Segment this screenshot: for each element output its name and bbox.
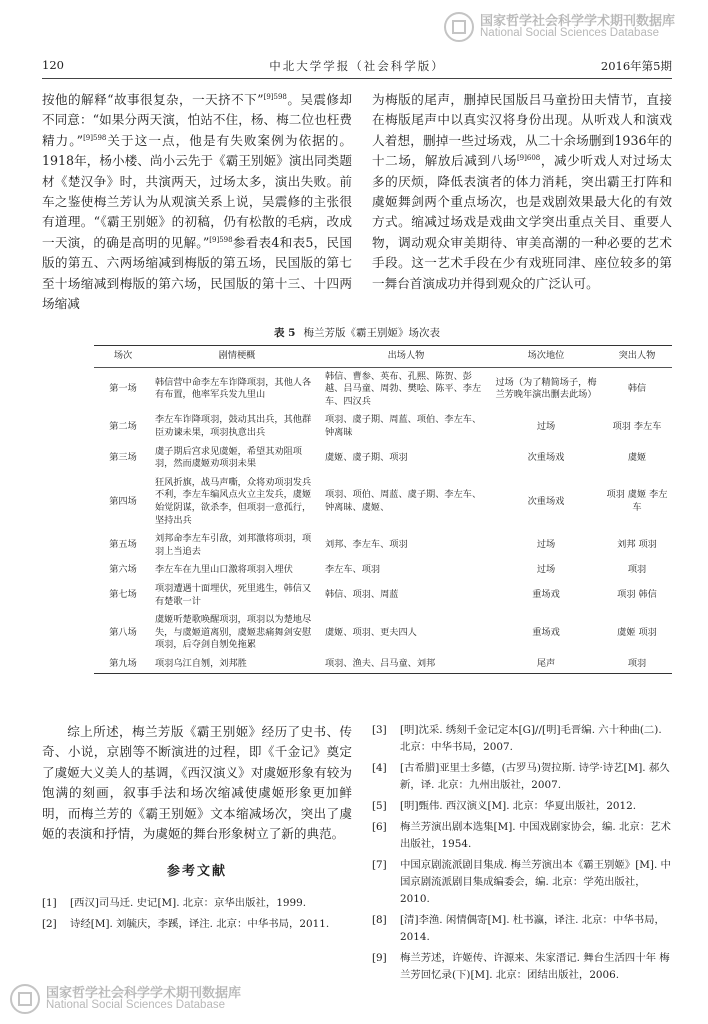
database-logo-icon xyxy=(10,984,40,1014)
table-row xyxy=(94,561,672,580)
table-cell: 虞姬 项羽 xyxy=(617,626,657,638)
table-row xyxy=(94,611,672,655)
table-row xyxy=(94,411,672,442)
table-cell: 第九场 xyxy=(94,655,152,674)
table-cell: 过场（为了精简场子，梅兰芳晚年演出删去此场） xyxy=(495,376,597,401)
table-row xyxy=(94,474,672,530)
table-label: 表 5 xyxy=(274,327,296,339)
reference-number: [1] xyxy=(42,897,57,909)
reference-text: [明]沈采. 绣刻千金记定本[G]//[明]毛晋编. 六十种曲(二). 北京：中华书局，2007. xyxy=(400,724,662,753)
reference-item xyxy=(372,819,672,853)
references-right xyxy=(372,722,672,988)
citation-marker: [9]598 xyxy=(83,133,107,142)
scene-table xyxy=(94,345,672,674)
reference-text: 诗经[M]. 刘毓庆，李蹊，译注. 北京：中华书局，2011. xyxy=(70,918,330,930)
table-cell: 项羽、项伯、周蓝、虞子期、李左车、钟离昧、虞姬、 xyxy=(325,489,482,513)
table-cell: 韩信、曹参、英布、孔熙、陈贺、彭越、吕马童、周勃、樊哙、陈平、李左车、四汉兵 xyxy=(325,370,482,407)
right-column xyxy=(372,90,672,294)
reference-text: 梅兰芳述，许姬传、许源来、朱家溍记. 舞台生活四十年 梅兰芳回忆录(下)[M]. 北京：团结出版社，2006. xyxy=(400,952,670,981)
reference-item xyxy=(372,950,672,984)
reference-item xyxy=(372,760,672,794)
reference-item xyxy=(372,798,672,815)
reference-text: [清]李渔. 闲情偶寄[M]. 杜书瀛，译注. 北京：中华书局，2014. xyxy=(400,914,665,943)
text-run: ，减少听戏人对过场太多的厌烦，降低表演者的体力消耗，突出霸王打阵和虞姬舞剑两个重点场次，也是戏剧效果最大化的有效方式。缩减过场戏是戏曲文学突出重点关目、重要人物，调动观众审美期待、审美高潮的一种必要的艺术手段。这一艺术手段在少有戏班同津、座位较多的第一舞台首演成功并得到观众的广泛认可。 xyxy=(372,153,673,291)
table-cell: 虞姬、项羽、更夫四人 xyxy=(325,626,417,638)
table-cell: 项羽、虞子期、周蓝、项伯、李左车、钟离昧 xyxy=(325,414,482,438)
table-row xyxy=(94,367,672,411)
table-cell: 第一场 xyxy=(109,383,137,395)
table-cell: 过场 xyxy=(536,420,556,432)
watermark-cn: 国家哲学社会科学学术期刊数据库 xyxy=(46,986,242,1001)
reference-number: [3] xyxy=(372,724,387,736)
table-cell: 虞姬听楚歌唤醒项羽，项羽以为楚地尽失，与虞姬道离别，虞姬悲痛舞剑安慰项羽，后夺剑自刎免拖累 xyxy=(155,614,312,651)
table-cell: 韩信 xyxy=(627,383,647,395)
table-cell: 李左车诈降项羽，鼓动其出兵，其他群臣劝谏未果，项羽执意出兵 xyxy=(155,414,312,438)
table-cell: 刘邦、李左车、项羽 xyxy=(325,539,408,551)
table-cell: 项羽 xyxy=(627,564,647,576)
table-cell: 次重场戏 xyxy=(527,495,565,507)
table-cell: 第四场 xyxy=(109,495,137,507)
references-left xyxy=(42,895,352,937)
table-cell: 虞姬 xyxy=(627,451,647,463)
watermark-en: National Social Sciences Database xyxy=(480,27,659,39)
reference-text: [古希腊]亚里士多德，(古罗马)贺拉斯. 诗学·诗艺[M]. 郝久新，译. 北京：九州出版社，2007. xyxy=(400,762,670,791)
table-row xyxy=(94,443,672,474)
table-cell: 狂风折旗，战马声嘶，众将劝项羽发兵不利，李左车编风点火立主发兵，虞姬始觉阴谋，欲杀李，但项羽一意孤行，坚持出兵 xyxy=(155,476,312,526)
table-cell: 韩信营中命李左车诈降项羽，其他人各有布置，他率军兵发九里山 xyxy=(155,376,312,401)
reference-number: [6] xyxy=(372,821,387,833)
table-title: 梅兰芳版《霸王别姬》场次表 xyxy=(303,327,440,339)
reference-number: [5] xyxy=(372,800,387,812)
table-cell: 项羽 xyxy=(602,655,672,674)
body-paragraph xyxy=(42,90,352,314)
reference-item xyxy=(372,912,672,946)
table-cell: 项羽 虞姬 李左车 xyxy=(606,489,668,513)
table-body xyxy=(94,367,672,674)
table-cell: 项羽乌江自刎，刘邦胜 xyxy=(152,655,322,674)
reference-text: [西汉]司马迁. 史记[M]. 北京：京华出版社，1999. xyxy=(70,897,307,909)
reference-text: 中国京剧流派剧目集成. 梅兰芳演出本《霸王别姬》[M]. 中国京剧流派剧目集成编委会，编. 北京：学苑出版社，2010. xyxy=(400,859,671,905)
citation-marker: [9]598 xyxy=(209,235,233,244)
conclusion-paragraph: 综上所述，梅兰芳版《霸王别姬》经历了史书、传奇、小说，京剧等不断演进的过程，即《千金记》奠定了虞姬大义美人的基调，《西汉演义》对虞姬形象有较为饱满的刻画，叙事手法和场次缩减使虞姬形象更加鲜明，而梅兰芳的《霸王别姬》文本缩减场次，突出了虞姬的表演和抒情，为虞姬的舞台形象树立了新的典范。 xyxy=(42,724,352,842)
table-cell: 第八场 xyxy=(109,626,137,638)
table-cell: 刘邦命李左车引敌，刘邦激将项羽，项羽上当追去 xyxy=(155,533,312,557)
reference-number: [4] xyxy=(372,762,387,774)
table-row xyxy=(94,655,672,674)
left-column xyxy=(42,90,352,314)
table-row xyxy=(94,530,672,561)
table-cell: 刘邦 项羽 xyxy=(617,539,657,551)
column-header: 出场人物 xyxy=(322,346,490,368)
column-header: 突出人物 xyxy=(602,346,672,368)
reference-text: [明]甄伟. 西汉演义[M]. 北京：华夏出版社，2012. xyxy=(400,800,637,812)
text-run: 关于这一点，他是有失败案例为依据的。1918年，杨小楼、尚小云先于《霸王别姬》演出同类题材《楚汉争》时，共演两天，过场太多，演出失败。前车之鉴使梅兰芳认为从观演关系上说，吴震修的主张很有道理。“《霸王别姬》的初稿，仍有松散的毛病，改成一天演，的确是高明的见解。” xyxy=(42,132,352,250)
issue-label: 2016年第5期 xyxy=(600,59,672,73)
column-header: 剧情梗概 xyxy=(152,346,322,368)
table-cell: 第五场 xyxy=(109,539,137,551)
conclusion-paragraph-container xyxy=(42,722,352,844)
table-cell: 李左车、项羽 xyxy=(325,564,381,576)
text-run: 为梅版的尾声，删掉民国版吕马童扮田夫情节，直接在梅版尾声中以真实汉将身份出现。从听戏人和演戏人着想，删掉一些过场戏，从二十余场删到1936年的十二场，解放后减到八场 xyxy=(372,92,672,169)
table-caption xyxy=(42,325,672,340)
table-cell: 虞子期后宫求见虞姬，希望其劝阻项羽，然而虞姬劝项羽未果 xyxy=(155,445,302,470)
citation-marker: [9]608 xyxy=(516,154,541,163)
table-row xyxy=(94,580,672,611)
body-paragraph xyxy=(372,90,672,294)
text-run: 参看表4和表5，民国版的第五、六两场缩减到梅版的第五场，民国版的第七至十场缩减到梅版的第六场，民国版的第十三、十四两场缩减 xyxy=(42,234,352,312)
citation-marker: [9]598 xyxy=(263,92,287,101)
table-cell: 项羽 韩信 xyxy=(617,589,657,601)
database-logo-icon xyxy=(444,12,474,42)
table-cell: 重场戏 xyxy=(532,626,560,638)
header-rule xyxy=(42,78,672,79)
reference-item xyxy=(42,916,352,933)
table-cell: 项羽遭遇十面埋伏，死里逃生，韩信又有楚歌一计 xyxy=(155,582,312,607)
running-header xyxy=(42,58,672,76)
reference-item xyxy=(372,857,672,908)
table-cell: 过场 xyxy=(536,539,556,551)
watermark-cn: 国家哲学社会科学学术期刊数据库 xyxy=(480,14,676,29)
table-cell: 第二场 xyxy=(109,420,137,432)
table-cell: 第三场 xyxy=(109,451,137,463)
table-cell: 过场 xyxy=(536,564,556,576)
reference-item xyxy=(372,722,672,756)
reference-item xyxy=(42,895,352,912)
reference-number: [9] xyxy=(372,952,387,964)
column-header: 场次 xyxy=(94,346,152,368)
table-cell: 重场戏 xyxy=(532,589,560,601)
table-cell: 项羽、渔夫、吕马童、刘邦 xyxy=(322,655,490,674)
reference-number: [8] xyxy=(372,914,387,926)
table-cell: 尾声 xyxy=(490,655,602,674)
table-cell: 次重场戏 xyxy=(527,451,565,463)
column-header: 场次地位 xyxy=(490,346,602,368)
watermark-en: National Social Sciences Database xyxy=(46,999,225,1011)
text-run: 。吴震修却不同意：“如果分两天演，怕站不住，杨、梅二位也枉费精力。” xyxy=(42,92,352,148)
table-cell: 第七场 xyxy=(109,589,137,601)
table-cell: 韩信、项羽、周蓝 xyxy=(325,589,399,601)
table-cell: 虞姬、虞子期、项羽 xyxy=(325,451,408,463)
page-number: 120 xyxy=(42,58,64,72)
reference-text: 梅兰芳演出剧本选集[M]. 中国戏剧家协会，编. 北京：艺术出版社，1954. xyxy=(400,821,671,850)
reference-number: [2] xyxy=(42,918,57,930)
table-cell: 第六场 xyxy=(109,564,137,576)
table-cell: 项羽 李左车 xyxy=(612,420,662,432)
reference-number: [7] xyxy=(372,859,387,871)
table-cell: 李左车在九里山口激将项羽入埋伏 xyxy=(155,564,293,576)
text-run: 按他的解释“故事很复杂，一天挤不下” xyxy=(42,92,264,107)
journal-title: 中北大学学报（社会科学版） xyxy=(269,59,445,73)
references-title: 参考文献 xyxy=(166,864,227,879)
table-header-row xyxy=(94,346,672,368)
